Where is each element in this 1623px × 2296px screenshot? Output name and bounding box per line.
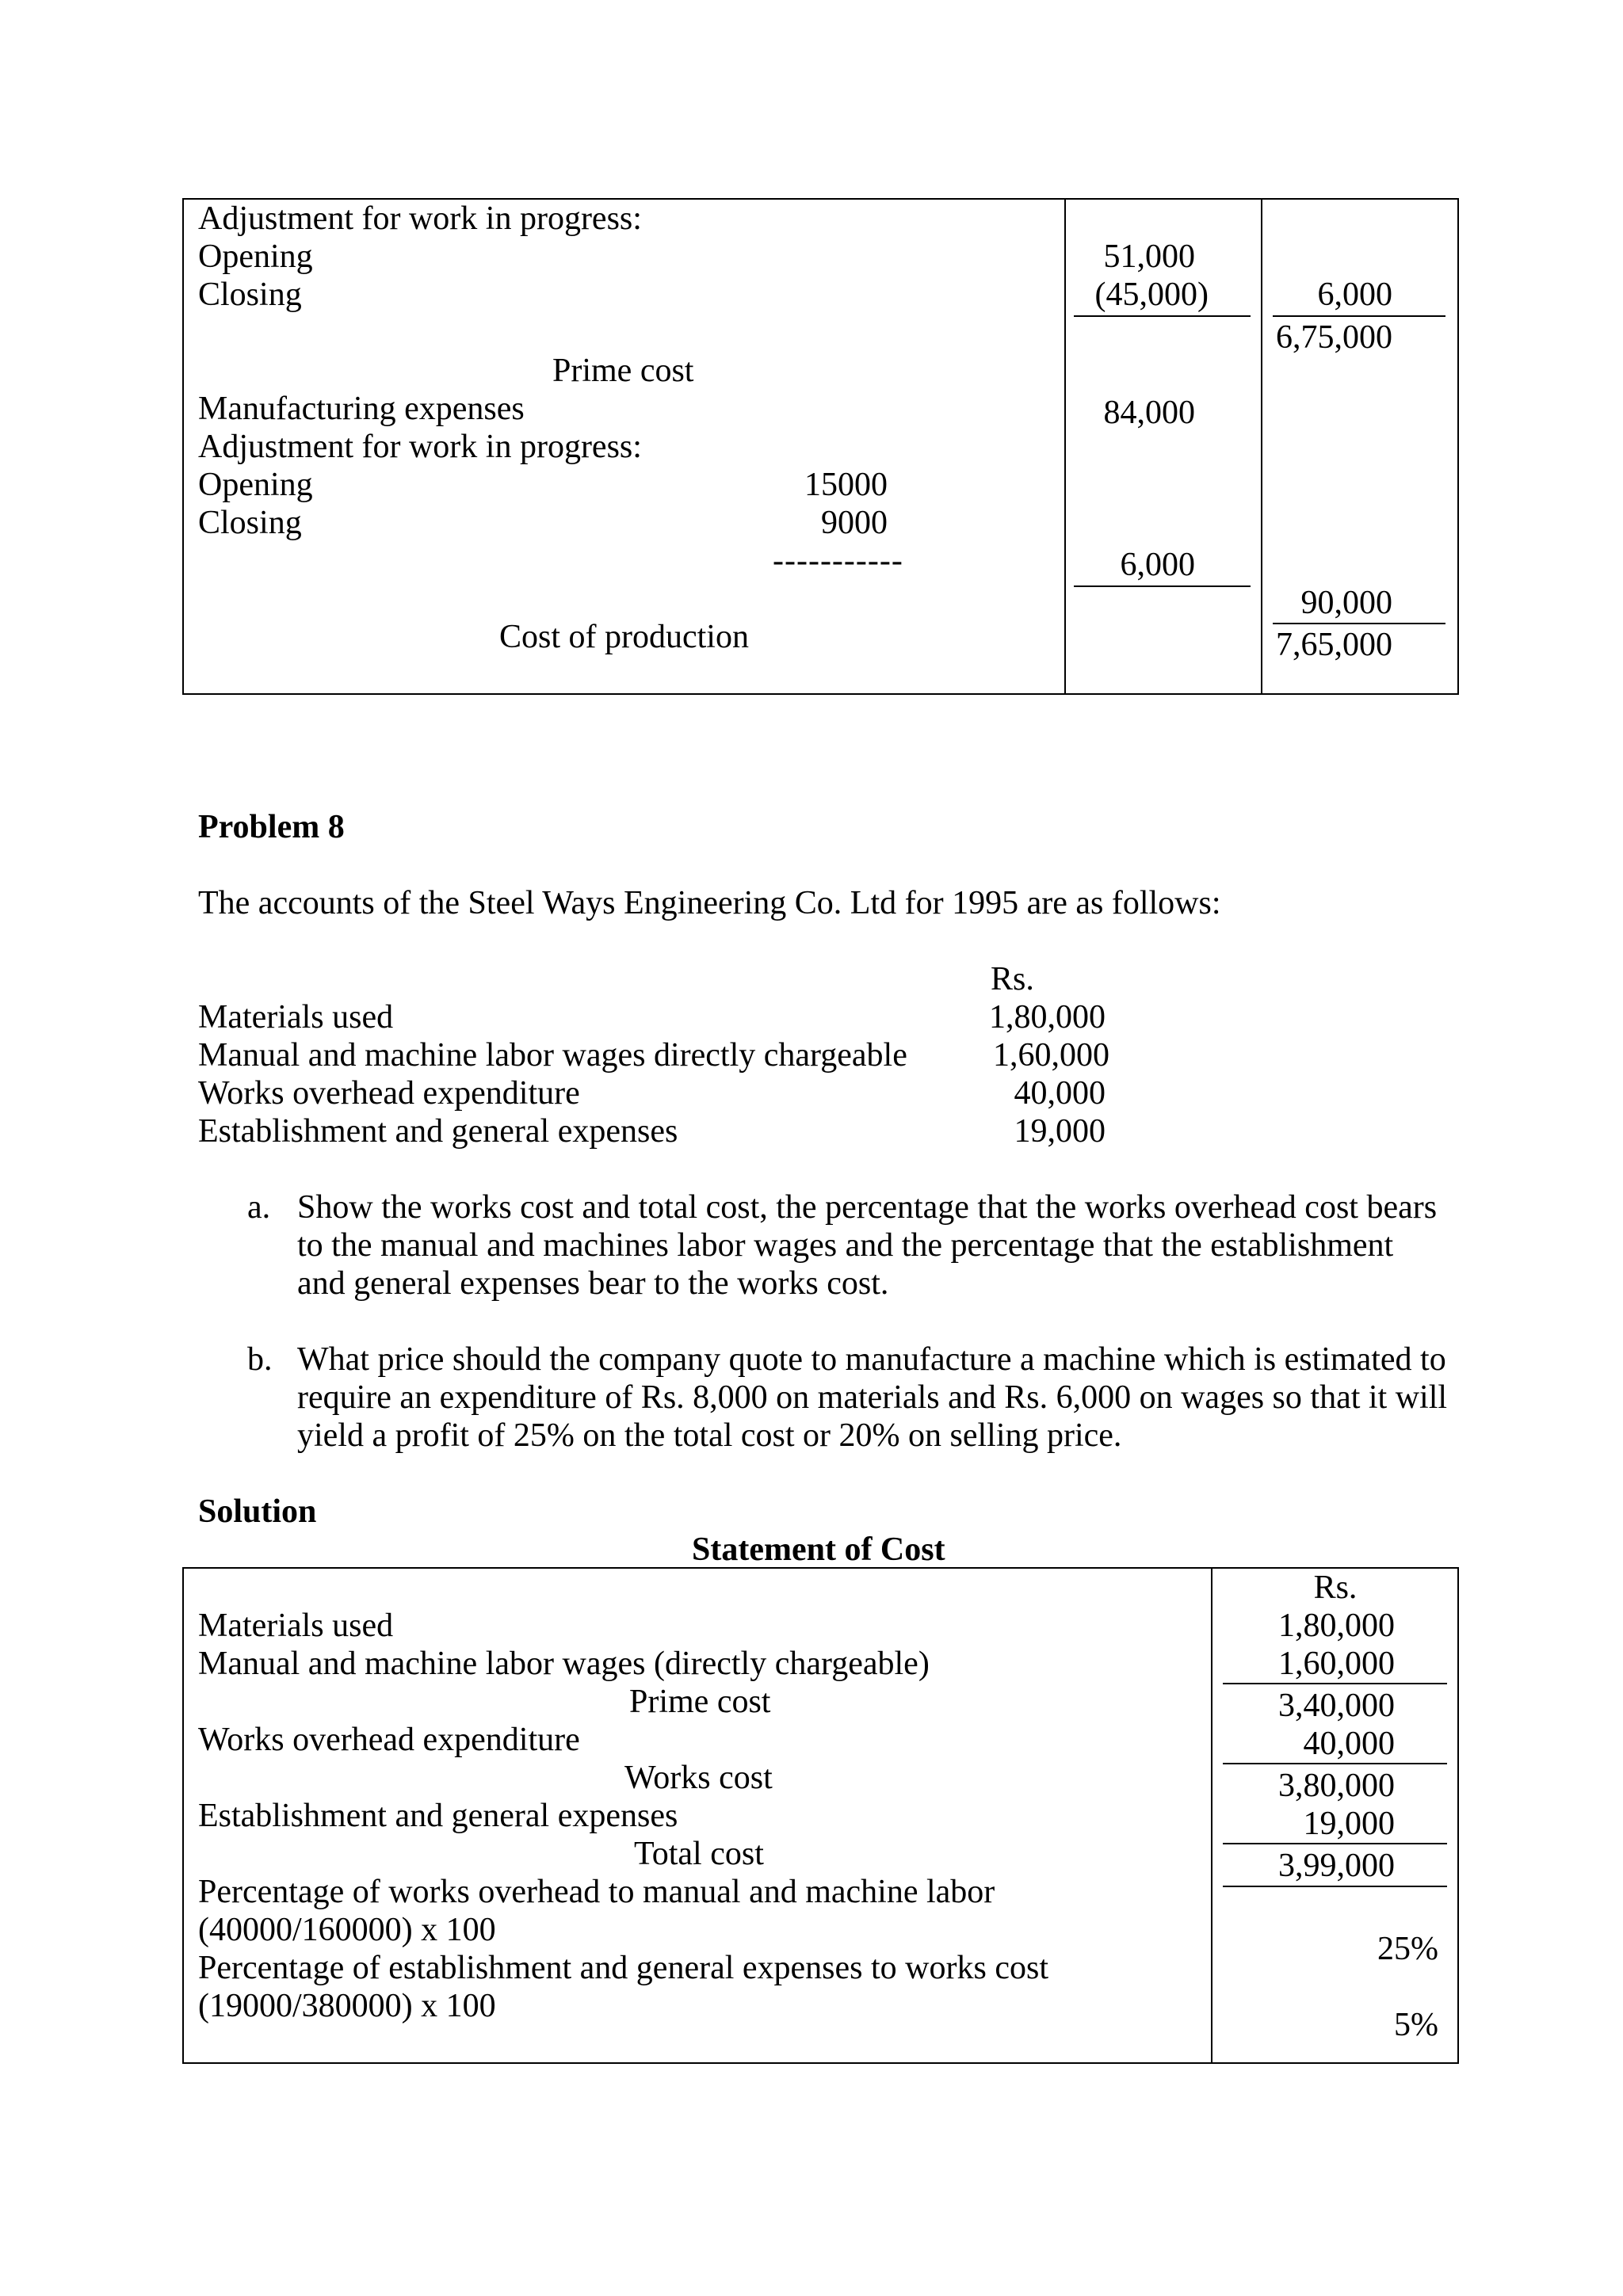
wages-value: 1,60,000 (1278, 1646, 1395, 1682)
item-label: Materials used (198, 999, 394, 1035)
wip-adjustment-label: Adjustment for work in progress: (198, 200, 642, 237)
question-marker: a. (247, 1189, 271, 1226)
wages-label: Manual and machine labor wages (directly chargeable) (198, 1646, 930, 1682)
works-overhead-label: Works overhead expenditure (198, 1722, 580, 1758)
question-marker: b. (247, 1341, 273, 1378)
col2-overhead-value: 90,000 (1300, 585, 1392, 621)
col1-manufacturing-value: 84,000 (1103, 395, 1195, 431)
inner-opening-value: 15000 (804, 467, 888, 503)
overhead-percentage-formula: (40000/160000) x 100 (198, 1912, 496, 1948)
inner-dash-rule: ----------- (773, 543, 903, 579)
closing-label: Closing (198, 277, 302, 313)
works-overhead-value: 40,000 (1303, 1726, 1395, 1762)
item-value: 1,80,000 (989, 999, 1106, 1035)
col2-production-value: 7,65,000 (1276, 627, 1392, 663)
materials-value: 1,80,000 (1278, 1608, 1395, 1644)
statement-title: Statement of Cost (692, 1531, 945, 1568)
opening-label: Opening (198, 238, 313, 275)
col1-underline-1 (1074, 315, 1251, 317)
opening-label-2: Opening (198, 467, 313, 503)
item-value: 40,000 (1014, 1075, 1106, 1112)
col1-opening-value: 51,000 (1103, 238, 1195, 275)
cost-of-production-label: Cost of production (499, 619, 749, 655)
overhead-percentage-value: 25% (1377, 1931, 1438, 1967)
manufacturing-expenses-label: Manufacturing expenses (198, 391, 525, 427)
col1-underline-2 (1074, 585, 1251, 587)
col2-underline-1 (1273, 315, 1445, 317)
question-line: to the manual and machines labor wages and the percentage that the establishment (297, 1227, 1394, 1264)
closing-label-2: Closing (198, 505, 302, 541)
establishment-percentage-label: Percentage of establishment and general expenses to works cost (198, 1950, 1048, 1986)
item-value: 19,000 (1014, 1113, 1106, 1150)
table1-divider-1 (1064, 198, 1066, 695)
wip-adjustment-label-2: Adjustment for work in progress: (198, 429, 642, 465)
col1-closing-value: (45,000) (1094, 277, 1209, 313)
col2-prime-value: 6,75,000 (1276, 319, 1392, 356)
establishment-value: 19,000 (1303, 1806, 1395, 1842)
item-label: Works overhead expenditure (198, 1075, 580, 1112)
question-line: yield a profit of 25% on the total cost or 20% on selling price. (297, 1417, 1122, 1454)
problem-heading: Problem 8 (198, 809, 345, 845)
establishment-percentage-value: 5% (1394, 2007, 1438, 2043)
question-line: and general expenses bear to the works cost. (297, 1265, 889, 1302)
table1-divider-2 (1261, 198, 1262, 695)
item-label: Establishment and general expenses (198, 1113, 678, 1150)
works-cost-label: Works cost (624, 1760, 773, 1796)
problem-intro: The accounts of the Steel Ways Engineering Co. Ltd for 1995 are as follows: (198, 885, 1221, 921)
question-line: Show the works cost and total cost, the percentage that the works overhead cost bears (297, 1189, 1438, 1226)
works-underline (1223, 1763, 1447, 1764)
works-cost-value: 3,80,000 (1278, 1768, 1395, 1804)
problem-currency-header: Rs. (991, 961, 1034, 997)
col1-wip-value: 6,000 (1120, 547, 1195, 583)
total-underline (1223, 1843, 1447, 1844)
prime-cost-label: Prime cost (552, 353, 694, 389)
item-label: Manual and machine labor wages directly chargeable (198, 1037, 907, 1074)
prime-underline (1223, 1683, 1447, 1684)
question-line: What price should the company quote to manufacture a machine which is estimated to (297, 1341, 1446, 1378)
establishment-label: Establishment and general expenses (198, 1798, 678, 1834)
col2-underline-2 (1273, 623, 1445, 624)
overhead-percentage-label: Percentage of works overhead to manual and machine labor (198, 1874, 995, 1910)
total-bottom-rule (1223, 1886, 1447, 1887)
question-line: require an expenditure of Rs. 8,000 on materials and Rs. 6,000 on wages so that it will (297, 1379, 1448, 1416)
solution-heading: Solution (198, 1493, 317, 1530)
total-cost-label: Total cost (634, 1836, 764, 1872)
item-value: 1,60,000 (993, 1037, 1109, 1074)
materials-label: Materials used (198, 1608, 394, 1644)
statement-currency-header: Rs. (1313, 1569, 1358, 1606)
col2-wip-value: 6,000 (1317, 277, 1392, 313)
prime-cost-value: 3,40,000 (1278, 1688, 1395, 1724)
establishment-percentage-formula: (19000/380000) x 100 (198, 1988, 496, 2024)
prime-cost-label: Prime cost (629, 1684, 771, 1720)
statement-divider (1211, 1567, 1212, 2064)
total-cost-value: 3,99,000 (1278, 1848, 1395, 1884)
inner-closing-value: 9000 (821, 505, 888, 541)
